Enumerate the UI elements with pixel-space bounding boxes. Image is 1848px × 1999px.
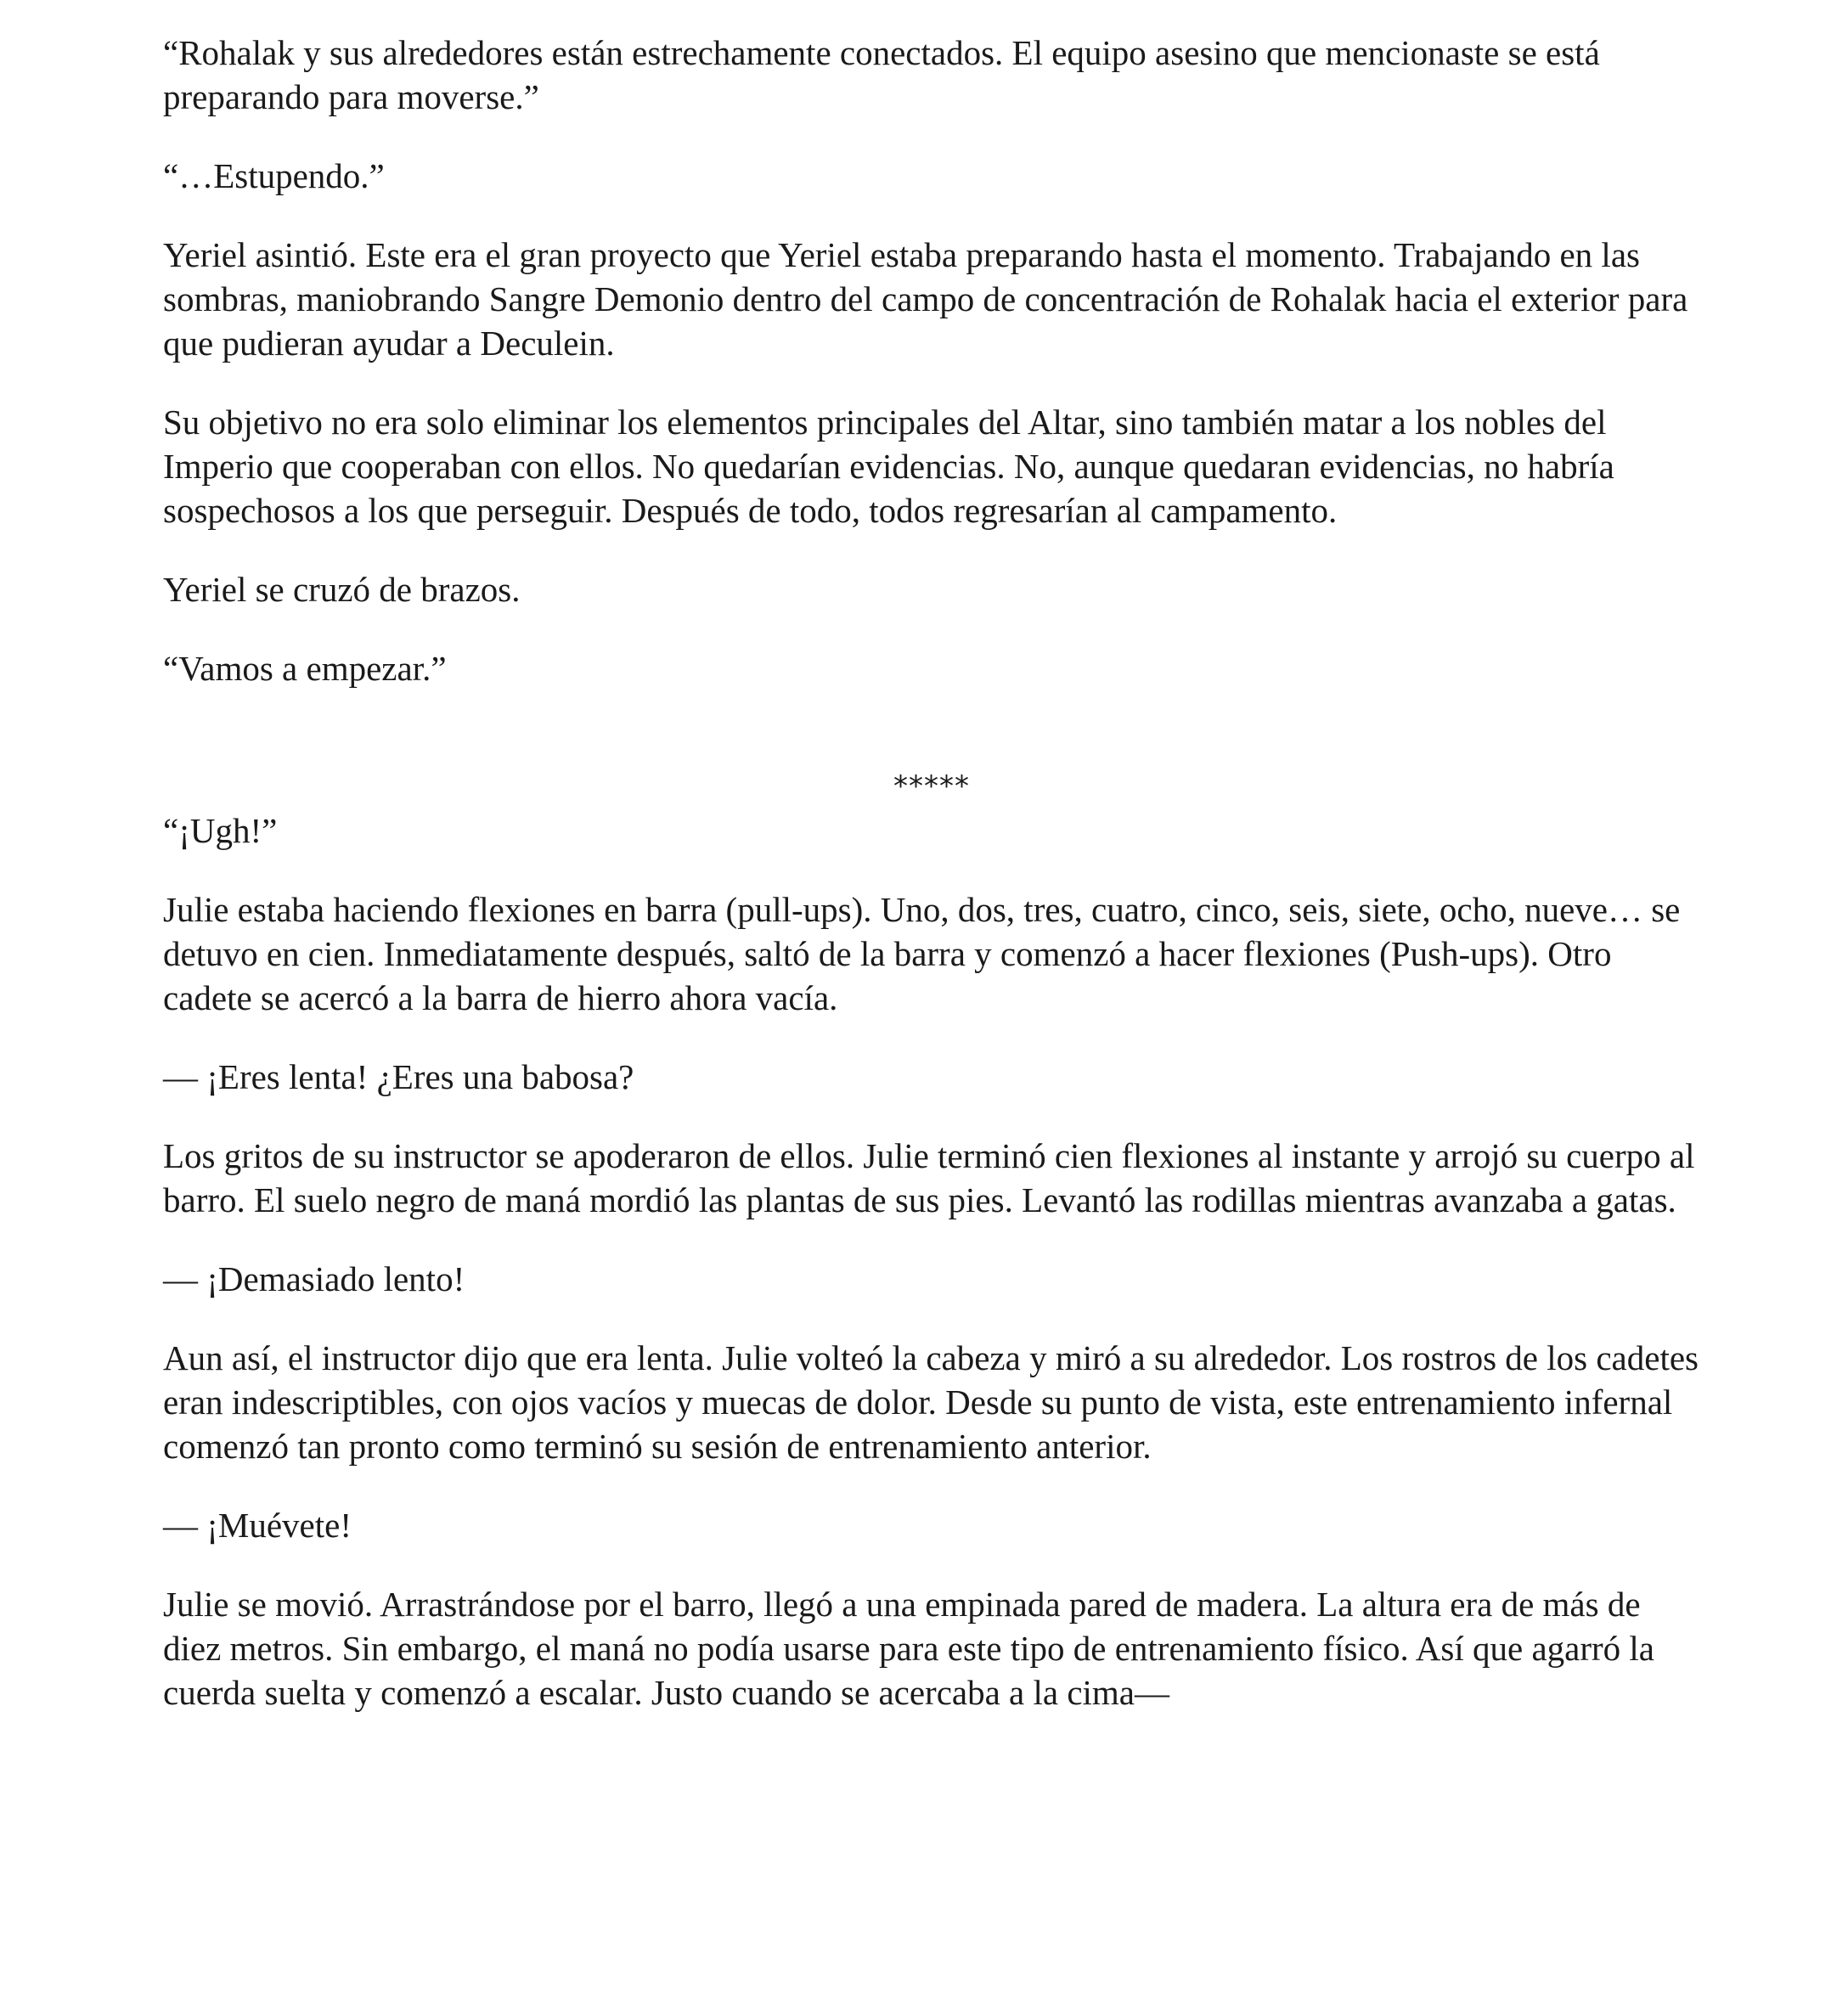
document-page — [163, 31, 1700, 1749]
paragraph: — ¡Demasiado lento! — [163, 1259, 465, 1298]
paragraph: Yeriel se cruzó de brazos. — [163, 570, 521, 609]
paragraph: — ¡Eres lenta! ¿Eres una babosa? — [163, 1057, 634, 1096]
paragraph: Julie se movió. Arrastrándose por el barro, llegó a una empinada pared de madera. La altura era de más de diez metros. Sin embargo, el maná no podía usarse para este tipo de entrenamiento físico. Así que agarró la cuerda suelta y comenzó a escalar. Justo cuando se acercaba a la cima— — [163, 1585, 1654, 1712]
section-separator: ***** — [893, 769, 970, 803]
paragraph: Aun así, el instructor dijo que era lenta. Julie volteó la cabeza y miró a su alrededor. Los rostros de los cadetes eran indescriptibles, con ojos vacíos y muecas de dolor. Desde su punto de vista, este entrenamiento infernal comenzó tan pronto como terminó su sesión de entrenamiento anterior. — [163, 1338, 1699, 1466]
paragraph: Julie estaba haciendo flexiones en barra (pull-ups). Uno, dos, tres, cuatro, cinco, seis, siete, ocho, nueve… se detuvo en cien. Inmediatamente después, saltó de la barra y comenzó a hacer flexiones (Push-ups). Otro cadete se acercó a la barra de hierro ahora vacía. — [163, 890, 1681, 1017]
paragraph: Los gritos de su instructor se apoderaron de ellos. Julie terminó cien flexiones al instante y arrojó su cuerpo al barro. El suelo negro de maná mordió las plantas de sus pies. Levantó las rodillas mientras avanzaba a gatas. — [163, 1136, 1695, 1219]
paragraph: — ¡Muévete! — [163, 1506, 352, 1545]
paragraph: “¡Ugh!” — [163, 811, 278, 850]
paragraph: Yeriel asintió. Este era el gran proyecto que Yeriel estaba preparando hasta el momento. Trabajando en las sombras, maniobrando Sangre Demonio dentro del campo de concentración de Rohalak hacia el exterior para que pudieran ayudar a Deculein. — [163, 235, 1688, 363]
paragraph: Su objetivo no era solo eliminar los elementos principales del Altar, sino también matar a los nobles del Imperio que cooperaban con ellos. No quedarían evidencias. No, aunque quedaran evidencias, no habría sospechosos a los que perseguir. Después de todo, todos regresarían al campamento. — [163, 403, 1614, 530]
paragraph: “…Estupendo.” — [163, 156, 385, 195]
paragraph: “Rohalak y sus alrededores están estrechamente conectados. El equipo asesino que mencionaste se está preparando para moverse.” — [163, 33, 1600, 116]
paragraph: “Vamos a empezar.” — [163, 649, 447, 688]
